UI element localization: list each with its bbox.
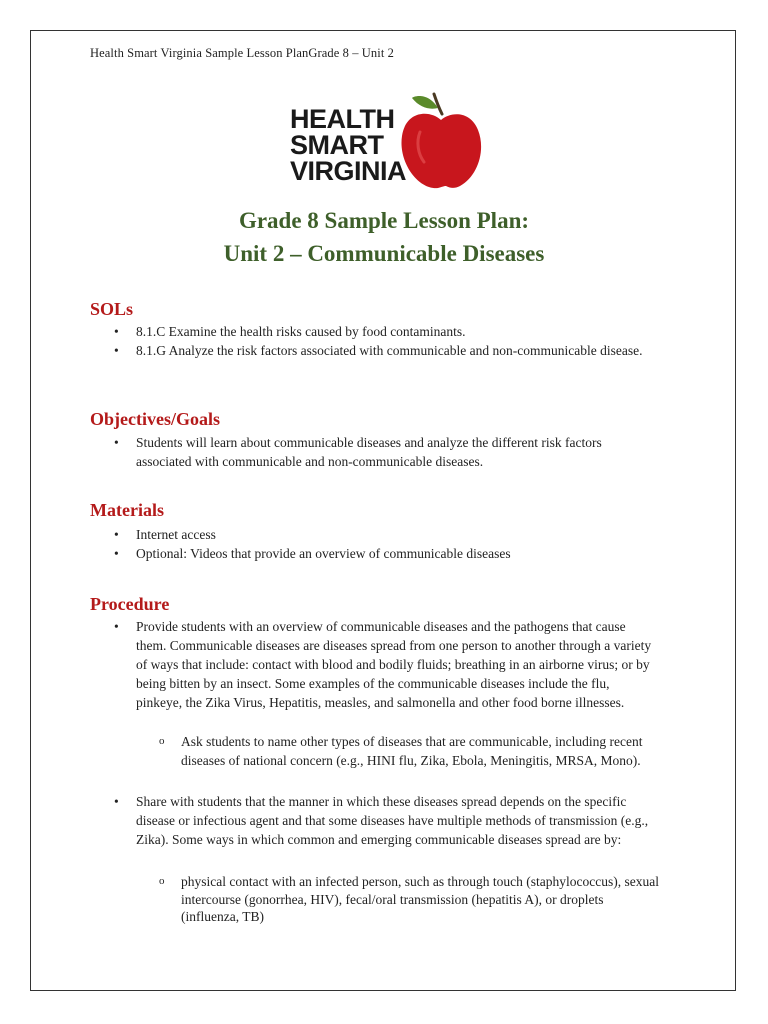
list-item: • Provide students with an overview of communicable diseases and the pathogens that cause them. Communicable diseases are diseases spread from one person to another through a variety of ways that include: contact with blood and bodily fluids; breathing in an airborne virus; or by being bitten by an insect. Some examples of the communicable diseases include the flu, pinkeye, the Zika Virus, Hepatitis, measles, and salmonella and other food borne illnesses. <box>136 617 656 712</box>
list-item: • Students will learn about communicable diseases and analyze the different risk factors associated with communicable and non-communicable diseases. <box>136 433 656 471</box>
list-item: o physical contact with an infected person, such as through touch (staphylococcus), sexual intercourse (gonorrhea, HIV), fecal/oral transmission (hepatitis A), or droplets (influenza, TB) <box>181 873 661 926</box>
procedure-heading: Procedure <box>90 594 170 614</box>
lesson-title-line-1: Grade 8 Sample Lesson Plan: <box>238 208 530 233</box>
list-item: o Ask students to name other types of diseases that are communicable, including recent diseases of national concern (e.g., HINI flu, Zika, Ebola, Meningitis, MRSA, Mono). <box>181 732 661 770</box>
page-header: Health Smart Virginia Sample Lesson PlanGrade 8 – Unit 2 <box>90 46 394 60</box>
sols-heading: SOLs <box>90 299 134 319</box>
sols-list <box>136 322 656 360</box>
materials-list <box>136 525 656 563</box>
procedure-sublist-2 <box>181 873 661 926</box>
procedure-list-2 <box>136 792 656 849</box>
list-item: • Share with students that the manner in which these diseases spread depends on the specific disease or infectious agent and that some diseases have multiple methods of transmission (e.g., Zika). Some ways in which common and emerging communicable diseases spread are by: <box>136 792 656 849</box>
objectives-heading: Objectives/Goals <box>90 409 220 429</box>
procedure-sublist-1 <box>181 732 661 770</box>
procedure-list-1 <box>136 617 656 712</box>
materials-heading: Materials <box>90 500 164 520</box>
list-item: • Internet access <box>136 525 656 544</box>
list-item: • 8.1.G Analyze the risk factors associated with communicable and non-communicable disease. <box>136 341 656 360</box>
logo-wordmark: HEALTH SMART VIRGINIA <box>290 104 407 186</box>
lesson-title-line-2: Unit 2 – Communicable Diseases <box>223 241 545 266</box>
apple-icon <box>398 92 484 192</box>
list-item: • 8.1.C Examine the health risks caused by food contaminants. <box>136 322 656 341</box>
objectives-list <box>136 433 656 471</box>
list-item: • Optional: Videos that provide an overview of communicable diseases <box>136 544 656 563</box>
health-smart-virginia-logo <box>290 92 490 196</box>
